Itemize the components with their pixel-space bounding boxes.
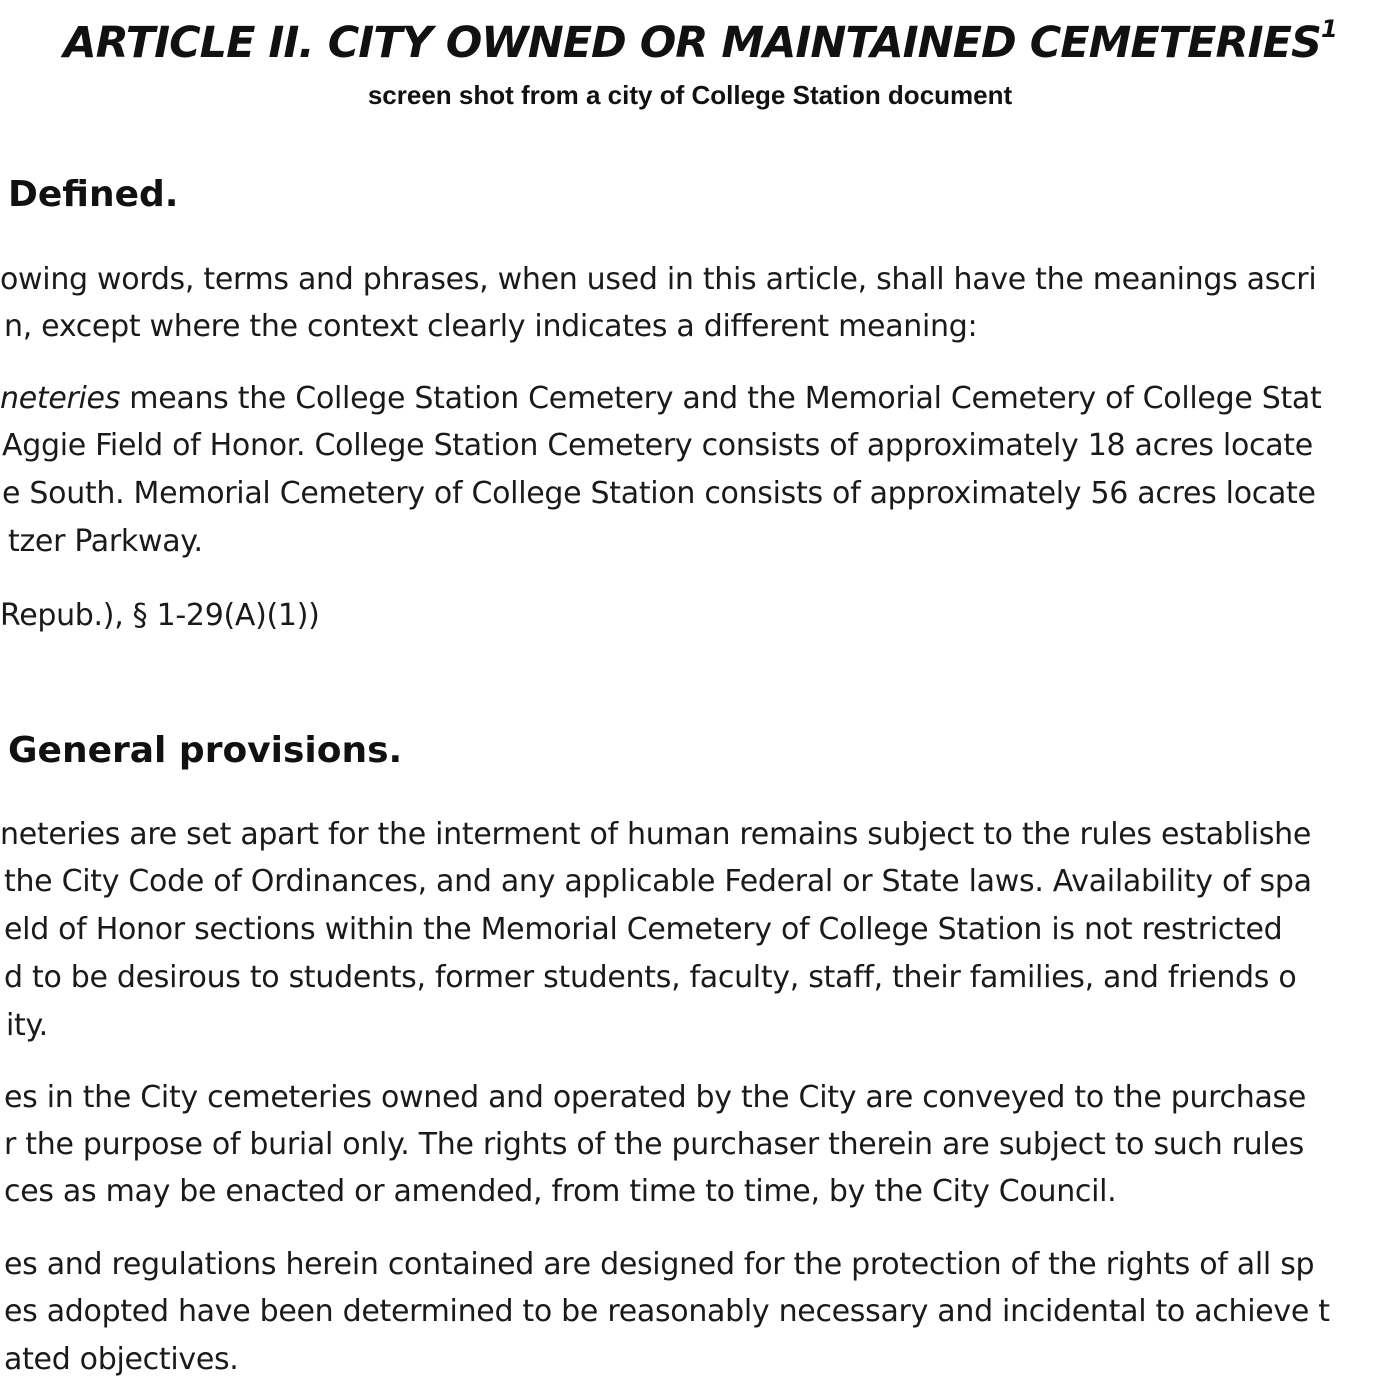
paragraph-line: the City Code of Ordinances, and any applicable Federal or State laws. Availability of spa (4, 864, 1312, 899)
article-title (0, 15, 1400, 68)
paragraph-line: eld of Honor sections within the Memorial Cemetery of College Station is not restricted (4, 912, 1283, 947)
document-subtitle: screen shot from a city of College Station document (367, 80, 1013, 110)
paragraph-line: Aggie Field of Honor. College Station Cemetery consists of approximately 18 acres locate (2, 428, 1313, 463)
paragraph-line: n, except where the context clearly indicates a different meaning: (4, 309, 978, 344)
paragraph-line: ces as may be enacted or amended, from time to time, by the City Council. (4, 1174, 1117, 1209)
section-heading-general-provisions: General provisions. (8, 730, 403, 771)
paragraph-line: es in the City cemeteries owned and operated by the City are conveyed to the purchase (4, 1080, 1307, 1115)
article-title-text: ARTICLE II. CITY OWNED OR MAINTAINED CEMETERIES (63, 18, 1321, 68)
paragraph-line: ity. (6, 1008, 48, 1043)
paragraph-line (0, 381, 1321, 416)
section-heading-defined: Defined. (8, 174, 179, 215)
paragraph-line: r the purpose of burial only. The rights of the purchaser therein are subject to such rules (4, 1127, 1304, 1162)
paragraph-line: tzer Parkway. (8, 524, 203, 559)
citation: Repub.), § 1-29(A)(1)) (0, 598, 320, 633)
paragraph-line: ated objectives. (4, 1342, 239, 1377)
paragraph-line: owing words, terms and phrases, when used in this article, shall have the meanings ascri (0, 262, 1317, 297)
paragraph-line: es and regulations herein contained are designed for the protection of the rights of all sp (4, 1247, 1315, 1282)
defined-term: neteries (0, 381, 121, 416)
footnote-marker: 1 (1320, 15, 1337, 43)
paragraph-line: neteries are set apart for the interment of human remains subject to the rules establishe (0, 817, 1312, 852)
paragraph-line: e South. Memorial Cemetery of College Station consists of approximately 56 acres locate (2, 476, 1316, 511)
paragraph-line: d to be desirous to students, former students, faculty, staff, their families, and friends o (4, 960, 1297, 995)
definition-text: means the College Station Cemetery and the Memorial Cemetery of College Stat (120, 381, 1322, 416)
paragraph-line: es adopted have been determined to be reasonably necessary and incidental to achieve t (4, 1294, 1330, 1329)
